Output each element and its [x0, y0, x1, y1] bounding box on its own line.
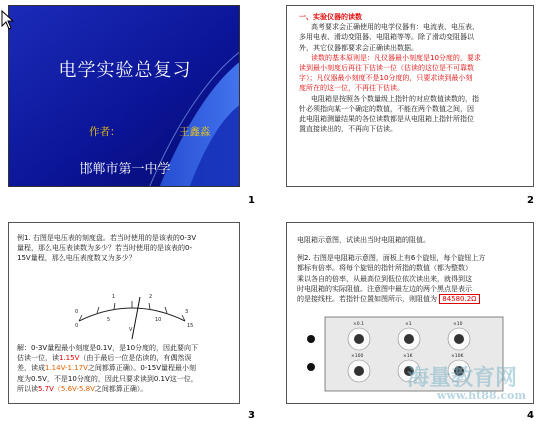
text-line: 多用电表、滑动变阻器、电阻箱等等。除了滑动变阻器以 [299, 33, 474, 42]
page-number-3: 3 [248, 410, 255, 421]
text-line: 字）；凡仪器最小刻度不是10分度的，只要求读到最小刻 [299, 74, 473, 83]
slide-3[interactable] [8, 222, 240, 404]
text-line: 15V量程，那么电压表度数又为多少？ [17, 254, 136, 263]
page-number-1: 1 [248, 195, 255, 206]
school-name: 邯郸市第一中学 [79, 162, 171, 177]
slide-2-heading: 一、实验仪器的读数 [299, 13, 362, 21]
tick-label-0: 0 [75, 309, 79, 315]
text-line: 读到最小刻度后再往下估读一位（估读的这位是不可靠数 [299, 64, 474, 73]
tick-label-big-15: 15 [187, 323, 194, 329]
text-line: 读数的基本原则是：凡仪器最小刻度是10分度的，要求 [311, 53, 481, 62]
voltmeter-dial [9, 273, 240, 343]
meter-unit: V [129, 327, 133, 333]
tick-label-big-10: 10 [155, 317, 162, 323]
tick-label-2: 2 [149, 294, 153, 300]
text-line: 都标有倍率。将每个旋钮的指针所指的数值（都为整数） [297, 264, 472, 273]
text-line: 量程，那么电压表读数为多少？若当时使用的是该表的0- [17, 244, 192, 253]
watermark-url: www.ht88.com [437, 389, 527, 402]
text-line: 的是接线柱。若指针位置如图所示，则阻值为 [297, 295, 437, 304]
tick-label-3: 3 [185, 309, 189, 315]
text-line: 例1. 右图是电压表的刻度盘。若当时使用的是该表的0-3V [17, 234, 197, 242]
text-line: 此电阻箱测量结果的各位读数都是从电阻箱上指针所指位 [299, 115, 474, 124]
knob-label: ×1 [405, 322, 412, 327]
text-line: 针必须指向某一个确定的数值，不能在两个数值之间，因 [299, 104, 474, 113]
author-name: 王鑫淼 [179, 126, 211, 138]
watermark-text: 海量教育网 [407, 365, 518, 391]
text-line: 外，其它仪器都要求会正确读出数据。 [299, 43, 418, 52]
text-line: 例2. 右图是电阻箱示意图，面板上有6个旋钮，每个旋钮上方 [297, 254, 486, 263]
page-number-2: 2 [527, 195, 534, 206]
text-line [297, 245, 529, 253]
page-number-4: 4 [527, 410, 534, 421]
dial-ticks [79, 301, 185, 321]
text-line: 电阻箱是按照各个数量级上指针的对应数值读数的，指 [311, 94, 479, 103]
meter-needle [132, 297, 140, 339]
tick-label-1: 1 [112, 294, 116, 300]
text-line: 电阻箱示意图，试读出当时电阻箱的阻值。 [297, 236, 430, 244]
text-line: 乘以各自的倍率，从最高位到低位依次读出来，就得到这 [297, 274, 472, 283]
knob-row-top [348, 328, 470, 350]
author-label: 作者： [89, 126, 121, 138]
mouse-cursor-icon [1, 10, 15, 30]
knob-label: ×10K [451, 354, 464, 359]
answer-value: 84580.2Ω [439, 294, 479, 304]
tick-label-big-0: 0 [75, 323, 79, 329]
tick-label-big-5: 5 [107, 317, 111, 323]
solution-text: 解：0-3V量程最小刻度是0.1V，是10分度的，因此要向下 估读一位，读1.15V（由于最后一位是估读的，有偶然误 差，读成1.14V-1.17V之间都算正确）。0-15V量程最小刻 度为0.5V，不是10分度的，因此只要求读到0.1V这一位， 所以读5.7V（5.6V-5.8V之间都算正确）。 [17, 344, 199, 393]
slide-4[interactable] [286, 222, 534, 404]
slide-1[interactable] [8, 5, 240, 187]
presentation-title: 电学实验总复习 [58, 60, 192, 81]
knob-label: ×10 [453, 322, 463, 327]
knob-label: ×100 [351, 354, 364, 359]
text-line: 高考要求会正确使用的电学仪器有：电流表、电压表、 [311, 23, 479, 32]
knob-label: ×0.1 [353, 322, 364, 327]
knob-label: ×1K [403, 354, 413, 359]
slide-2[interactable] [286, 5, 534, 187]
text-line: 置直接读出的，不再向下估读。 [299, 125, 397, 134]
text-line: 度所在的这一位，不再往下估读。 [299, 84, 404, 93]
text-line: 时电阻箱的实际阻值。注意图中最左边的两个黑点是表示 [297, 284, 472, 293]
